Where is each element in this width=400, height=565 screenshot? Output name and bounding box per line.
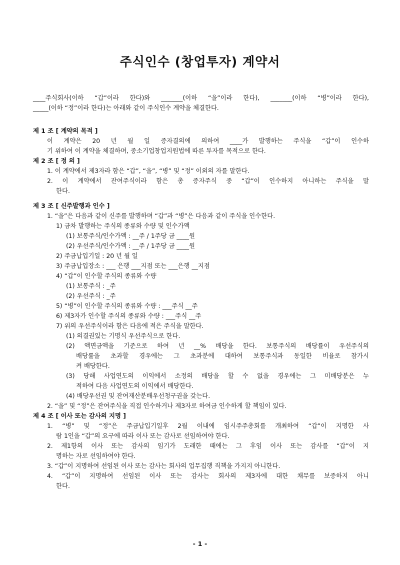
article-4-item: 명하는 자로 선임하여야 한다. (56, 453, 136, 460)
page-number: - 1 - (192, 540, 208, 548)
article-3-subitem: (1) 보통주식/인수가액 : __주 / 1주당 금 ____원 (66, 233, 195, 240)
intro-line-2: _____(이하 “정”이라 한다)는 아래와 같이 주식인수 계약을 체결한다. (33, 105, 219, 112)
article-2-item: 한다. (56, 188, 70, 195)
article-3-subitem: 7) 위의 우선주식이라 함은 다음에 적은 주식을 말한다. (56, 323, 204, 330)
article-3-subitem: 1) 금차 발행하는 주식의 종류와 수량 및 인수가액 (56, 223, 190, 230)
article-3-subitem: (4) 배당우선권 및 잔여재산분배우선청구권을 갖는다. (66, 393, 211, 400)
article-4-item: 3. “갑”이 지명하여 선임된 이사 또는 감사는 회사의 업무집행 직책을 가지지 아니한다. (47, 463, 281, 470)
article-1-heading: 제 1 조 [ 계약의 목적 ] (33, 128, 98, 135)
article-3-subitem: (1) 의결권있는 기명식 우선주식으로 한다. (66, 333, 181, 340)
article-3-subitem: 2) 주금납입기일 : 20 년 월 일 (56, 253, 138, 260)
article-3-subitem: 적하여 다음 사업연도의 이익에서 배당한다. (76, 383, 194, 390)
article-2-item: 1. 이 계약에서 제3자라 함은 “갑”, “을”, “병” 및 “정” 이외의 자를 말한다. (47, 168, 250, 175)
article-4-heading: 제 4 조 [ 이사 또는 감사의 지명 ] (33, 413, 126, 420)
article-3-subitem: 6) 제3자가 인수할 주식의 종류와 수량 : ___주식 __주 (56, 313, 202, 320)
article-3-item: 1. “을”은 다음과 같이 신주를 발행하며 “갑”과 “병”은 다음과 같이 주식을 인수한다. (47, 213, 276, 220)
article-1-text: 이 계약은 20 년 월 일 증자결의에 의하여 ____가 발행하는 주식을 “갑”이 인수하 (47, 138, 369, 145)
article-4-item: 2. 제1항의 이사 또는 감사의 임기가 도래한 때에는 그 후임 이사 또는 감사를 “갑”이 지 (47, 443, 369, 450)
article-3-item: 2. “을” 및 “정”은 잔여주식을 직접 인수하거나 제3자로 하여금 인수하게 할 책임이 있다. (47, 403, 287, 410)
article-3-subitem: (1) 보통주식 : _주 (66, 283, 116, 290)
article-3-heading: 제 3 조 [ 신주발행과 인수 ] (33, 203, 110, 210)
article-3-subitem: (2) 액면금액을 기준으로 하여 년 __% 배당을 한다. 보통주식의 배당률이 우선주식의 (66, 343, 369, 350)
article-3-subitem: (2) 우선주식/인수가액 : __주 / 1주당 금 ____원 (66, 243, 195, 250)
article-3-subitem: 5) “병”이 인수할 주식의 종류와 수량 : ___주식 __주 (56, 303, 198, 310)
article-3-subitem: 켜 배당한다. (76, 363, 110, 370)
contract-title: 주식인수 (창업투자) 계약서 (119, 54, 281, 69)
article-3-subitem: (3) 당해 사업연도의 이익에서 소정의 배당을 할 수 없을 경우에는 그 미배당분은 누 (66, 373, 369, 380)
article-4-item: 람 1인을 “갑”의 요구에 따라 이사 또는 감사로 선임하여야 한다. (56, 433, 230, 440)
article-4-item: 4. “갑”이 지명하여 선임된 이사 또는 감사는 회사의 제3자에 대한 채무를 보증하지 아니 (47, 473, 369, 480)
article-2-heading: 제 2 조 [ 정 의 ] (33, 158, 80, 165)
article-2-item: 2. 이 계약에서 잔여주식이라 함은 총 증자주식 중 “갑”이 인수하지 아니하는 주식을 말 (47, 178, 369, 185)
article-3-subitem: (2) 우선주식 : _주 (66, 293, 116, 300)
article-4-item: 한다. (56, 483, 70, 490)
article-4-item: 1. “병” 및 “정”은 주금납입기일후 2월 이내에 임시주주총회를 개최하여 “갑”이 지명한 사 (47, 423, 369, 430)
article-3-subitem: 배당률을 초과할 경우에는 그 초과분에 대하여 보통주식과 동일한 비율로 참가시 (76, 353, 369, 360)
article-3-subitem: 3) 주금납입장소 : ___ 은행 ___지점 또는 ___은행 __지점 (56, 263, 210, 270)
article-3-subitem: 4) “갑”이 인수할 주식의 종류와 수량 (56, 273, 157, 280)
intro-line-1: ____주식회사(이하 “갑”이라 한다)와 _______(이하 “을”이라 한다), _______(이하 “병”이라 한다), (33, 95, 369, 102)
article-1-text: 기 위하여 이 계약을 체결하며, 중소기업창업지원법에 따른 투자를 목적으로 한다. (47, 148, 266, 155)
